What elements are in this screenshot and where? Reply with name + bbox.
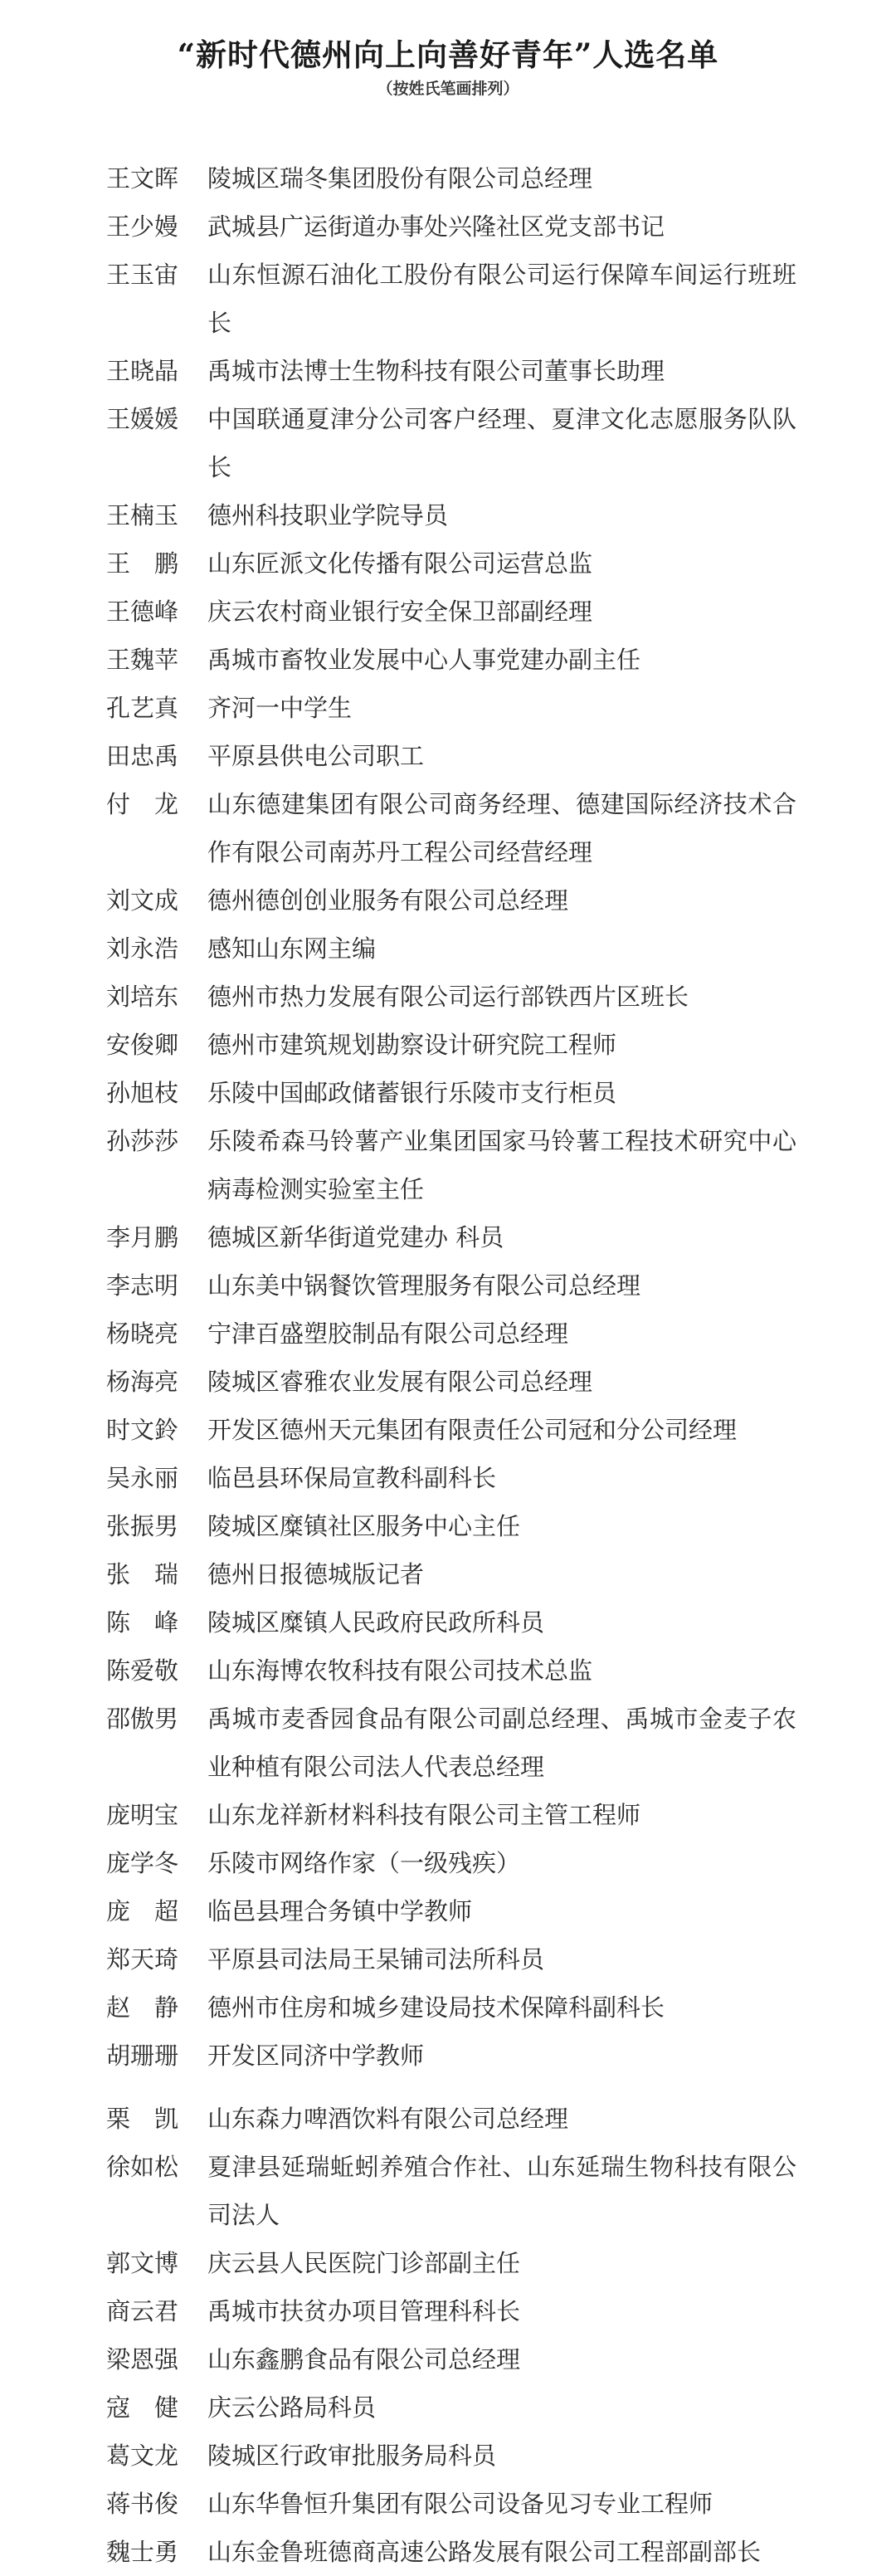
list-item: [0, 1358, 896, 1406]
candidate-affiliation: 德州科技职业学院导员: [207, 501, 449, 529]
candidate-affiliation: 陵城区行政审批服务局科员: [207, 2442, 497, 2470]
candidate-affiliation: 感知山东网主编: [207, 934, 377, 963]
candidate-affiliation: 宁津百盛塑胶制品有限公司总经理: [207, 1320, 569, 1348]
candidate-name: 王德峰: [106, 598, 179, 626]
candidate-name: 张 瑞: [106, 1560, 179, 1588]
candidate-name: 王少嫚: [106, 212, 179, 241]
list-item: [0, 925, 896, 973]
candidate-affiliation: 武城县广运街道办事处兴隆社区党支部书记: [207, 212, 665, 241]
list-item: [0, 1406, 896, 1454]
candidate-affiliation: 山东鑫鹏食品有限公司总经理: [207, 2345, 521, 2374]
candidate-name: 时文鈴: [106, 1416, 179, 1444]
list-item: [0, 202, 896, 251]
candidate-affiliation: 陵城区瑞冬集团股份有限公司总经理: [207, 164, 593, 193]
candidate-affiliation: 庆云农村商业银行安全保卫部副经理: [207, 598, 593, 626]
candidate-name: 孔艺真: [106, 694, 179, 722]
candidate-name: 郑天琦: [106, 1945, 179, 1973]
list-item: [0, 684, 896, 732]
list-item: [0, 2335, 896, 2383]
candidate-name: 王媛媛: [106, 405, 179, 433]
list-item: [0, 1695, 896, 1791]
list-item: [0, 347, 896, 395]
candidate-name: 梁恩强: [106, 2345, 179, 2374]
list-item: [0, 2432, 896, 2480]
list-item: [0, 1791, 896, 1839]
candidate-name: 庞学冬: [106, 1849, 179, 1877]
candidate-affiliation: 陵城区睿雅农业发展有限公司总经理: [207, 1368, 593, 1396]
candidate-name: 庞明宝: [106, 1801, 179, 1829]
candidate-affiliation: 开发区德州天元集团有限责任公司冠和分公司经理: [207, 1416, 738, 1444]
candidate-name: 刘永浩: [106, 934, 179, 963]
list-item: [0, 539, 896, 588]
candidate-affiliation: 山东匠派文化传播有限公司运营总监: [207, 549, 593, 578]
list-item: [0, 588, 896, 636]
list-item: [0, 1598, 896, 1647]
candidate-affiliation: 禹城市法博士生物科技有限公司董事长助理: [207, 357, 665, 385]
candidate-name: 吴永丽: [106, 1464, 179, 1492]
candidate-affiliation: 乐陵希森马铃薯产业集团国家马铃薯工程技术研究中心病毒检测实验室主任: [207, 1127, 796, 1203]
list-item: [0, 2528, 896, 2576]
candidate-name: 魏士勇: [106, 2538, 179, 2566]
candidate-affiliation: 禹城市畜牧业发展中心人事党建办副主任: [207, 646, 641, 674]
candidate-name: 寇 健: [106, 2393, 179, 2422]
list-item: [0, 1935, 896, 1983]
candidate-name: 刘培东: [106, 983, 179, 1011]
candidate-name: 王 鹏: [106, 549, 179, 578]
candidate-affiliation: 临邑县理合务镇中学教师: [207, 1897, 473, 1925]
list-item: [0, 2480, 896, 2528]
list-item: [0, 1069, 896, 1117]
candidate-name: 邵傲男: [106, 1705, 179, 1733]
candidate-affiliation: 中国联通夏津分公司客户经理、夏津文化志愿服务队队长: [207, 405, 796, 481]
candidate-name: 陈 峰: [106, 1608, 179, 1637]
candidate-affiliation: 禹城市扶贫办项目管理科科长: [207, 2297, 521, 2325]
candidate-affiliation: 德城区新华街道党建办 科员: [207, 1223, 504, 1251]
list-item: [0, 154, 896, 202]
candidate-affiliation: 山东龙祥新材料科技有限公司主管工程师: [207, 1801, 641, 1829]
candidate-affiliation: 陵城区糜镇人民政府民政所科员: [207, 1608, 545, 1637]
candidate-name: 王玉宙: [106, 261, 179, 289]
candidate-affiliation: 庆云公路局科员: [207, 2393, 377, 2422]
list-gap: [0, 2080, 896, 2095]
list-item: [0, 876, 896, 925]
list-item: [0, 2239, 896, 2287]
list-item: [0, 1021, 896, 1069]
candidate-name: 孙莎莎: [106, 1127, 179, 1155]
candidate-name: 徐如松: [106, 2153, 179, 2181]
list-item: [0, 2143, 896, 2239]
list-item: [0, 1213, 896, 1261]
candidate-name: 孙旭枝: [106, 1079, 179, 1107]
candidate-affiliation: 山东海博农牧科技有限公司技术总监: [207, 1656, 593, 1685]
candidate-name: 杨海亮: [106, 1368, 179, 1396]
candidate-name: 葛文龙: [106, 2442, 179, 2470]
candidate-name: 田忠禹: [106, 742, 179, 770]
page-title: “新时代德州向上向善好青年”人选名单: [177, 37, 719, 73]
list-item: [0, 2287, 896, 2335]
candidate-affiliation: 平原县司法局王杲铺司法所科员: [207, 1945, 545, 1973]
list-item: [0, 2095, 896, 2143]
list-item: [0, 1117, 896, 1213]
candidate-affiliation: 开发区同济中学教师: [207, 2042, 425, 2070]
candidate-name: 李志明: [106, 1271, 179, 1300]
candidate-affiliation: 陵城区糜镇社区服务中心主任: [207, 1512, 521, 1540]
candidate-name: 郭文博: [106, 2249, 179, 2277]
candidate-list: [0, 154, 896, 2576]
list-item: [0, 1310, 896, 1358]
candidate-affiliation: 山东金鲁班德商高速公路发展有限公司工程部副部长: [207, 2538, 762, 2566]
list-item: [0, 2383, 896, 2432]
list-item: [0, 1550, 896, 1598]
list-item: [0, 1502, 896, 1550]
candidate-name: 商云君: [106, 2297, 179, 2325]
candidate-name: 赵 静: [106, 1993, 179, 2022]
candidate-name: 李月鹏: [106, 1223, 179, 1251]
list-item: [0, 1983, 896, 2032]
candidate-name: 栗 凯: [106, 2105, 179, 2133]
candidate-name: 陈爱敬: [106, 1656, 179, 1685]
candidate-name: 王晓晶: [106, 357, 179, 385]
candidate-affiliation: 乐陵市网络作家（一级残疾）: [207, 1849, 521, 1877]
candidate-affiliation: 德州市建筑规划勘察设计研究院工程师: [207, 1031, 617, 1059]
candidate-name: 王魏苹: [106, 646, 179, 674]
candidate-affiliation: 夏津县延瑞蚯蚓养殖合作社、山东延瑞生物科技有限公司法人: [207, 2153, 796, 2229]
list-item: [0, 2032, 896, 2080]
candidate-name: 王文晖: [106, 164, 179, 193]
candidate-affiliation: 山东恒源石油化工股份有限公司运行保障车间运行班班长: [207, 261, 796, 337]
candidate-name: 付 龙: [106, 790, 179, 818]
candidate-name: 安俊卿: [106, 1031, 179, 1059]
list-item: [0, 1887, 896, 1935]
candidate-name: 蒋书俊: [106, 2490, 179, 2518]
list-item: [0, 636, 896, 684]
candidate-affiliation: 德州市住房和城乡建设局技术保障科副科长: [207, 1993, 665, 2022]
list-item: [0, 251, 896, 347]
candidate-name: 胡珊珊: [106, 2042, 179, 2070]
candidate-name: 刘文成: [106, 886, 179, 915]
list-item: [0, 395, 896, 491]
candidate-name: 王楠玉: [106, 501, 179, 529]
candidate-affiliation: 山东华鲁恒升集团有限公司设备见习专业工程师: [207, 2490, 713, 2518]
candidate-affiliation: 德州德创创业服务有限公司总经理: [207, 886, 569, 915]
candidate-affiliation: 德州市热力发展有限公司运行部铁西片区班长: [207, 983, 689, 1011]
candidate-affiliation: 禹城市麦香园食品有限公司副总经理、禹城市金麦子农业种植有限公司法人代表总经理: [207, 1705, 796, 1781]
candidate-affiliation: 德州日报德城版记者: [207, 1560, 425, 1588]
candidate-name: 杨晓亮: [106, 1320, 179, 1348]
candidate-affiliation: 山东美中锅餐饮管理服务有限公司总经理: [207, 1271, 641, 1300]
list-item: [0, 732, 896, 780]
list-item: [0, 780, 896, 876]
candidate-affiliation: 山东德建集团有限公司商务经理、德建国际经济技术合作有限公司南苏丹工程公司经营经理: [207, 790, 796, 866]
candidate-name: 庞 超: [106, 1897, 179, 1925]
list-item: [0, 1454, 896, 1502]
candidate-affiliation: 乐陵中国邮政储蓄银行乐陵市支行柜员: [207, 1079, 617, 1107]
list-item: [0, 491, 896, 539]
list-item: [0, 1647, 896, 1695]
list-item: [0, 973, 896, 1021]
candidate-affiliation: 平原县供电公司职工: [207, 742, 425, 770]
candidate-name: 张振男: [106, 1512, 179, 1540]
candidate-affiliation: 临邑县环保局宣教科副科长: [207, 1464, 497, 1492]
list-item: [0, 1261, 896, 1310]
page-subtitle: （按姓氏笔画排列）: [377, 80, 519, 98]
list-item: [0, 1839, 896, 1887]
candidate-affiliation: 齐河一中学生: [207, 694, 353, 722]
candidate-affiliation: 庆云县人民医院门诊部副主任: [207, 2249, 521, 2277]
candidate-affiliation: 山东森力啤酒饮料有限公司总经理: [207, 2105, 569, 2133]
